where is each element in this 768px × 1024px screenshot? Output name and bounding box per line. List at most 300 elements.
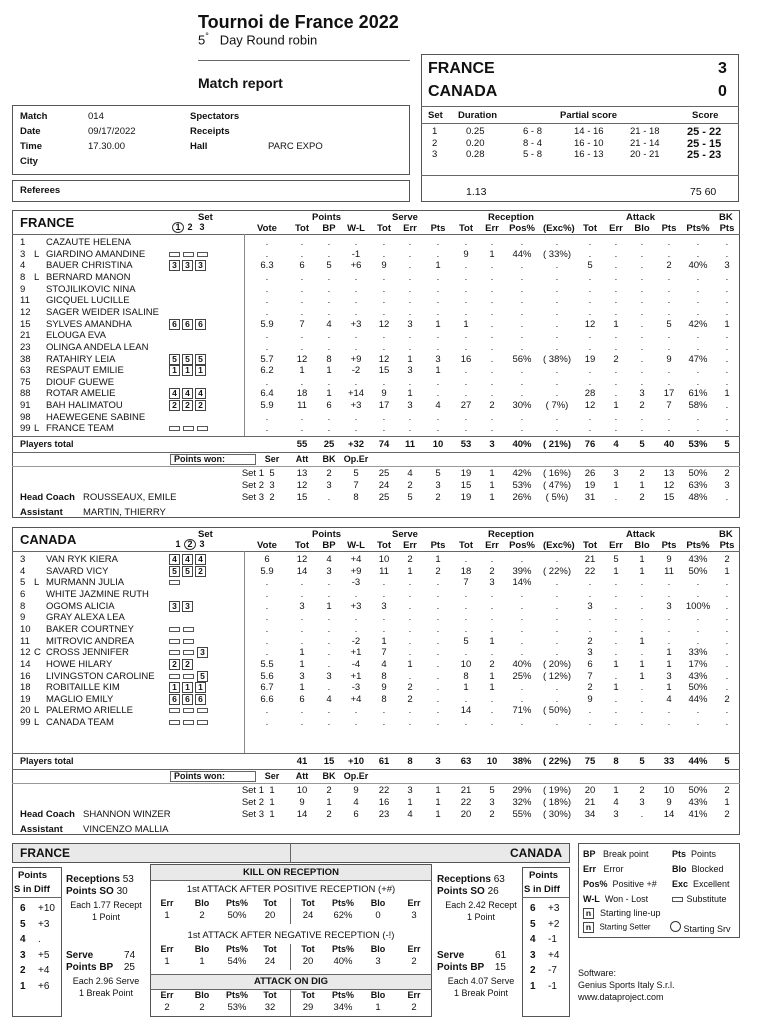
right-points-bp-label: Points BP 15 bbox=[437, 962, 506, 973]
cell-ablo: 3 bbox=[639, 388, 645, 400]
cell-bk: . bbox=[725, 647, 729, 659]
cell-bp: 6 bbox=[326, 400, 332, 412]
page-subtitle bbox=[198, 31, 317, 47]
player-number: 99 bbox=[20, 717, 31, 729]
cell-serr: . bbox=[408, 306, 412, 318]
cell-rerr: . bbox=[490, 306, 494, 318]
set-row-ser: 3 bbox=[269, 479, 275, 491]
total-stot: 61 bbox=[378, 756, 390, 767]
cell-aerr: 1 bbox=[613, 682, 619, 694]
subheader-tot: Tot bbox=[294, 223, 310, 234]
starting-position: 1 bbox=[195, 365, 206, 376]
cell-atot: . bbox=[588, 237, 592, 248]
set-row-bk2: 2 bbox=[724, 785, 730, 796]
cell-atot: . bbox=[588, 423, 592, 435]
cell-appct: . bbox=[696, 577, 700, 589]
total-bp: 25 bbox=[323, 439, 335, 450]
set-row-rpos: 55% bbox=[512, 808, 532, 820]
cell-tot: . bbox=[300, 411, 304, 423]
cell-ablo: . bbox=[640, 248, 644, 260]
player-row bbox=[12, 601, 740, 612]
cell-spts: . bbox=[436, 577, 440, 589]
cell-rpos: . bbox=[520, 306, 524, 318]
left-recept-note2: 1 Point bbox=[91, 912, 121, 922]
k-value: 3 bbox=[375, 956, 381, 967]
partial-3: 21 - 18 bbox=[630, 126, 660, 137]
player-sets bbox=[169, 694, 208, 705]
set-row-rpos: 26% bbox=[512, 491, 532, 503]
k-value: 3 bbox=[411, 910, 417, 921]
cell-apts: . bbox=[667, 411, 671, 423]
cell-serr: 3 bbox=[407, 400, 413, 412]
cell-apts: 17 bbox=[663, 388, 675, 400]
col-score: Score bbox=[692, 110, 719, 121]
cell-appct: . bbox=[696, 283, 700, 295]
player-row bbox=[12, 284, 740, 295]
k-value: 24 bbox=[264, 956, 276, 967]
total-atot: 76 bbox=[584, 439, 596, 450]
set-row-label: Set 2 bbox=[241, 796, 264, 808]
subheader-aerr: Err bbox=[609, 223, 623, 234]
total-rtot: 63 bbox=[460, 756, 472, 767]
cell-bk: . bbox=[725, 577, 729, 589]
k-value: 24 bbox=[302, 910, 314, 921]
player-row bbox=[12, 307, 740, 318]
player-number: 10 bbox=[20, 623, 31, 635]
cell-rtot: 10 bbox=[460, 658, 472, 670]
cell-wl: . bbox=[354, 295, 358, 307]
player-number: 4 bbox=[20, 565, 26, 577]
set-row-appct: 50% bbox=[688, 785, 708, 796]
set-row-ser: 1 bbox=[269, 796, 275, 808]
player-row bbox=[12, 237, 740, 248]
cell-atot: . bbox=[588, 330, 592, 342]
cell-bp: 3 bbox=[326, 670, 332, 682]
kill-title: KILL ON RECEPTION bbox=[151, 865, 431, 880]
left-receptions-label: Receptions 53 bbox=[66, 874, 134, 885]
cell-ablo: . bbox=[640, 693, 644, 705]
left-points-so-label: Points SO 30 bbox=[66, 886, 128, 897]
k-col-header: Blo bbox=[194, 898, 210, 908]
k-value: 62% bbox=[333, 910, 353, 921]
cell-rpos: . bbox=[520, 330, 524, 342]
result-team2: CANADA bbox=[428, 83, 498, 100]
cell-tot: 18 bbox=[296, 388, 308, 400]
cell-serr: . bbox=[408, 647, 412, 659]
cell-apts: 3 bbox=[666, 670, 672, 682]
cell-ablo: . bbox=[640, 577, 644, 589]
cell-ablo: 1 bbox=[639, 635, 645, 647]
rotation-number: 2 bbox=[20, 965, 26, 976]
cell-wl: . bbox=[354, 411, 358, 423]
player-row bbox=[12, 272, 740, 283]
set-row-bk2: . bbox=[725, 491, 729, 503]
total-rerr: 10 bbox=[486, 756, 498, 767]
legend-setter: n Starting Setter bbox=[583, 922, 651, 933]
player-number: 91 bbox=[20, 400, 31, 412]
cell-stot: . bbox=[382, 623, 386, 635]
pw-header-ser: Ser bbox=[264, 771, 280, 781]
starting-position: 4 bbox=[182, 388, 193, 399]
subheader-spts: Pts bbox=[430, 223, 446, 234]
cell-stot: . bbox=[382, 295, 386, 307]
cell-bk: . bbox=[725, 341, 729, 353]
cell-vote: . bbox=[265, 330, 269, 342]
cell-rpos: 71% bbox=[512, 705, 532, 717]
cell-tot: . bbox=[300, 306, 304, 318]
starting-position: 2 bbox=[169, 659, 180, 670]
subheader-bp: BP bbox=[322, 540, 336, 551]
cell-vote: . bbox=[265, 237, 269, 248]
cell-wl: -3 bbox=[351, 577, 361, 589]
total-bk: 5 bbox=[724, 439, 730, 450]
cell-bp: 4 bbox=[326, 693, 332, 705]
total-ablo: 5 bbox=[639, 756, 645, 767]
neg-title: 1st ATTACK AFTER NEGATIVE RECEPTION (-!) bbox=[187, 930, 395, 941]
substitute-icon bbox=[672, 897, 683, 902]
cell-bk: . bbox=[725, 365, 729, 377]
set-row-serr: 5 bbox=[407, 491, 413, 503]
subheader-rerr: Err bbox=[485, 223, 499, 234]
cell-aerr: 2 bbox=[613, 353, 619, 365]
cell-vote: 5.9 bbox=[260, 318, 274, 330]
spectators-label: Spectators bbox=[190, 111, 240, 122]
set-row-ser: 5 bbox=[269, 468, 275, 479]
cell-bp: . bbox=[327, 588, 331, 600]
cell-bp: . bbox=[327, 306, 331, 318]
set-row-ablo: 2 bbox=[639, 468, 645, 479]
cell-spts: 1 bbox=[435, 365, 441, 377]
cell-apts: 5 bbox=[666, 318, 672, 330]
cell-rexc: . bbox=[555, 388, 559, 400]
set-row-rpos: 32% bbox=[512, 796, 532, 808]
set-row-ser: 2 bbox=[269, 491, 275, 503]
cell-atot: . bbox=[588, 612, 592, 624]
set-row-op: 9 bbox=[353, 785, 359, 796]
right-recept-note1: Each 2.42 Recept bbox=[445, 900, 517, 910]
set-row-spts: 1 bbox=[435, 785, 441, 796]
set-row-rexc: ( 47%) bbox=[543, 479, 571, 491]
cell-apts: 7 bbox=[666, 400, 672, 412]
cell-ablo: . bbox=[640, 353, 644, 365]
cell-tot: 3 bbox=[299, 600, 305, 612]
set-row-rtot: 19 bbox=[460, 468, 472, 479]
right-serve-note1: Each 4.07 Serve bbox=[447, 976, 515, 986]
cell-rexc: . bbox=[555, 647, 559, 659]
player-sets bbox=[169, 260, 208, 271]
legend-pts: Pts Points bbox=[672, 849, 717, 859]
starting-position: 1 bbox=[182, 365, 193, 376]
rotation-diff: +3 bbox=[548, 903, 560, 914]
k-value: 53% bbox=[227, 1002, 247, 1013]
subheader-tot: Tot bbox=[294, 540, 310, 551]
set-duration: 0.25 bbox=[466, 126, 485, 137]
cell-bp: . bbox=[327, 271, 331, 283]
player-sets bbox=[169, 577, 183, 588]
cell-serr: . bbox=[408, 237, 412, 248]
cell-bp: . bbox=[327, 658, 331, 670]
set-row-ser: 1 bbox=[269, 785, 275, 796]
cell-bp: 3 bbox=[326, 565, 332, 577]
cell-apts: . bbox=[667, 423, 671, 435]
cell-bk: . bbox=[725, 635, 729, 647]
cell-bp: . bbox=[327, 705, 331, 717]
set-score: 25 - 22 bbox=[687, 126, 722, 138]
empty-set-mark-icon bbox=[169, 650, 180, 655]
cell-wl: . bbox=[354, 341, 358, 353]
subheader-appct: Pts% bbox=[686, 540, 710, 551]
starting-position: 3 bbox=[182, 260, 193, 271]
cell-rexc: . bbox=[555, 635, 559, 647]
cell-atot: 2 bbox=[587, 682, 593, 694]
day-number: 5 bbox=[198, 32, 206, 48]
subheader-rexc: (Exc%) bbox=[543, 223, 575, 234]
cell-rtot: . bbox=[464, 271, 468, 283]
player-sets bbox=[169, 682, 208, 693]
player-row bbox=[12, 624, 740, 635]
cell-rerr: . bbox=[490, 612, 494, 624]
cell-bp: . bbox=[327, 423, 331, 435]
cell-aerr: . bbox=[614, 623, 618, 635]
cell-bk: . bbox=[725, 717, 729, 729]
cell-bk: . bbox=[725, 353, 729, 365]
cell-spts: . bbox=[436, 283, 440, 295]
rotation-number: 5 bbox=[20, 918, 26, 930]
cell-bp: 1 bbox=[326, 365, 332, 377]
set-row-stot: 23 bbox=[378, 808, 390, 820]
cell-serr: . bbox=[408, 330, 412, 342]
set-row-spts: 2 bbox=[435, 491, 441, 503]
player-number: 6 bbox=[20, 588, 26, 600]
player-row bbox=[12, 412, 740, 423]
total-ablo: 5 bbox=[639, 439, 645, 450]
cell-atot: . bbox=[588, 376, 592, 388]
subheader-rpos: Pos% bbox=[509, 540, 535, 551]
cell-atot: . bbox=[588, 295, 592, 307]
set-number: 2 bbox=[432, 137, 438, 149]
cell-serr: . bbox=[408, 341, 412, 353]
cell-rtot: . bbox=[464, 283, 468, 295]
k-value: 2 bbox=[199, 910, 205, 921]
starting-position: 1 bbox=[182, 682, 193, 693]
cell-appct: 17% bbox=[688, 658, 708, 670]
col-bk-header: BK bbox=[719, 529, 733, 540]
legend-blo: Blo Blocked bbox=[672, 864, 724, 874]
player-number: 98 bbox=[20, 411, 31, 423]
cell-rexc: . bbox=[555, 682, 559, 694]
subheader-bk: Pts bbox=[719, 540, 735, 551]
empty-set-mark-icon bbox=[169, 708, 180, 713]
empty-set-mark-icon bbox=[183, 708, 194, 713]
player-number: 23 bbox=[20, 341, 31, 353]
cell-vote: . bbox=[265, 612, 269, 624]
rotation-diff: +10 bbox=[38, 903, 55, 914]
cell-rerr: 1 bbox=[489, 682, 495, 694]
cell-rerr: . bbox=[490, 693, 494, 705]
col-serve-header: Serve bbox=[392, 529, 418, 540]
cell-bk: . bbox=[725, 670, 729, 682]
head-coach-name: SHANNON WINZER bbox=[83, 809, 171, 820]
pos-title: 1st ATTACK AFTER POSITIVE RECEPTION (+#) bbox=[186, 884, 396, 895]
date-value: 09/17/2022 bbox=[88, 126, 136, 137]
cell-ablo: . bbox=[640, 647, 644, 659]
rotation-number: 3 bbox=[530, 949, 536, 961]
bottom-team2: CANADA bbox=[510, 846, 562, 860]
set-row-rerr: 1 bbox=[489, 468, 495, 479]
cell-vote: . bbox=[265, 411, 269, 423]
cell-atot: 28 bbox=[584, 388, 596, 400]
cell-bk: . bbox=[725, 612, 729, 624]
subheader-serr: Err bbox=[403, 223, 417, 234]
player-name: GIARDINO AMANDINE bbox=[46, 248, 146, 260]
set-row-bk: 1 bbox=[326, 796, 332, 808]
cell-rerr: . bbox=[490, 623, 494, 635]
cell-ablo: . bbox=[640, 365, 644, 377]
set-row-stot: 16 bbox=[378, 796, 390, 808]
cell-vote: 6 bbox=[264, 554, 270, 565]
lineup-box-icon: n bbox=[583, 908, 594, 919]
cell-rexc: . bbox=[555, 554, 559, 565]
cell-ablo: . bbox=[640, 612, 644, 624]
cell-ablo: . bbox=[640, 411, 644, 423]
total-aerr: 8 bbox=[613, 756, 619, 767]
head-coach-name: ROUSSEAUX, EMILE bbox=[83, 492, 177, 503]
cell-rpos: . bbox=[520, 341, 524, 353]
cell-appct: . bbox=[696, 365, 700, 377]
cell-rerr: . bbox=[490, 365, 494, 377]
players-total-label: Players total bbox=[20, 439, 74, 449]
subheader-vote: Vote bbox=[257, 540, 277, 551]
cell-aerr: . bbox=[614, 588, 618, 600]
cell-stot: . bbox=[382, 423, 386, 435]
partial-2: 16 - 13 bbox=[574, 149, 604, 160]
right-recept-note2: 1 Point bbox=[466, 912, 496, 922]
player-sets bbox=[169, 400, 208, 411]
cell-serr: 1 bbox=[407, 565, 413, 577]
left-points-bp-label: Points BP 25 bbox=[66, 962, 135, 973]
cell-serr: . bbox=[408, 588, 412, 600]
rotation-diff: +5 bbox=[38, 949, 50, 961]
cell-aerr: . bbox=[614, 248, 618, 260]
cell-atot: . bbox=[588, 411, 592, 423]
cell-vote: 5.5 bbox=[260, 658, 274, 670]
cell-tot: 11 bbox=[297, 400, 307, 412]
total-spts: 3 bbox=[435, 756, 441, 767]
cell-appct: 43% bbox=[688, 554, 708, 565]
cell-stot: . bbox=[382, 283, 386, 295]
cell-tot: . bbox=[300, 577, 304, 589]
cell-bp: . bbox=[327, 623, 331, 635]
player-sets bbox=[169, 354, 208, 365]
set-row-rtot: 22 bbox=[460, 796, 472, 808]
cell-vote: 6.4 bbox=[260, 388, 274, 400]
cell-bk: 2 bbox=[724, 693, 730, 705]
cell-bk: . bbox=[725, 306, 729, 318]
cell-spts: . bbox=[436, 682, 440, 694]
cell-rpos: . bbox=[520, 271, 524, 283]
cell-atot: . bbox=[588, 588, 592, 600]
starting-position: 6 bbox=[182, 319, 193, 330]
result-team2-sets: 0 bbox=[718, 83, 727, 100]
cell-vote: . bbox=[265, 600, 269, 612]
cell-vote: 5.9 bbox=[260, 565, 274, 577]
cell-aerr: . bbox=[614, 670, 618, 682]
set-row-aerr: 4 bbox=[613, 796, 619, 808]
rotation-diff: -1 bbox=[548, 934, 557, 945]
k-value: 34% bbox=[333, 1002, 353, 1013]
cell-rexc: ( 33%) bbox=[543, 248, 571, 260]
total-appct: 53% bbox=[688, 439, 708, 450]
cell-tot: . bbox=[300, 623, 304, 635]
cell-rpos: . bbox=[520, 237, 524, 248]
subtitle-text: Day Round robin bbox=[219, 32, 318, 48]
cell-tot: 12 bbox=[296, 353, 308, 365]
set-row-bk: 3 bbox=[326, 479, 332, 491]
player-name: BAKER COURTNEY bbox=[46, 623, 134, 635]
cell-wl: +4 bbox=[350, 554, 362, 565]
player-row bbox=[12, 365, 740, 376]
subheader-wl: W-L bbox=[347, 223, 365, 234]
cell-rtot: 18 bbox=[460, 565, 472, 577]
k-value: 32 bbox=[264, 1002, 276, 1013]
player-row bbox=[12, 705, 740, 716]
cell-bk: . bbox=[725, 248, 729, 260]
player-name: ROBITAILLE KIM bbox=[46, 682, 120, 694]
cell-aerr: . bbox=[614, 693, 618, 705]
cell-atot: . bbox=[588, 341, 592, 353]
cell-rtot: . bbox=[464, 600, 468, 612]
cell-spts: . bbox=[436, 647, 440, 659]
cell-aerr: . bbox=[614, 423, 618, 435]
cell-appct: . bbox=[696, 623, 700, 635]
cell-wl: . bbox=[354, 330, 358, 342]
cell-apts: . bbox=[667, 295, 671, 307]
cell-rtot: 9 bbox=[463, 248, 469, 260]
player-number: 20 bbox=[20, 705, 31, 717]
assistant-name: VINCENZO MALLIA bbox=[83, 824, 169, 835]
set-row-aerr: 3 bbox=[613, 468, 619, 479]
cell-wl: +9 bbox=[350, 353, 362, 365]
rotation-diff: +6 bbox=[38, 980, 50, 992]
cell-wl: . bbox=[354, 423, 358, 435]
cell-bk: . bbox=[725, 623, 729, 635]
player-role: L bbox=[34, 577, 40, 589]
subheader-aerr: Err bbox=[609, 540, 623, 551]
cell-rpos: . bbox=[520, 600, 524, 612]
cell-rtot: . bbox=[464, 260, 468, 272]
cell-atot: . bbox=[588, 623, 592, 635]
cell-ablo: 1 bbox=[639, 554, 645, 565]
total-wl: +10 bbox=[347, 756, 365, 767]
cell-aerr: . bbox=[614, 388, 618, 400]
cell-appct: . bbox=[696, 237, 700, 248]
col-set-header: Set bbox=[198, 529, 213, 540]
set-row-stot: 22 bbox=[378, 785, 390, 796]
k-value: 40% bbox=[333, 956, 353, 967]
player-row bbox=[12, 295, 740, 306]
k-value: 1 bbox=[164, 910, 170, 921]
cell-vote: . bbox=[265, 376, 269, 388]
player-row bbox=[12, 636, 740, 647]
cell-aerr: . bbox=[614, 306, 618, 318]
set-row-aerr: 1 bbox=[613, 785, 619, 796]
empty-set-mark-icon bbox=[169, 426, 180, 431]
set-row-rtot: 20 bbox=[460, 808, 472, 820]
subheader-ablo: Blo bbox=[634, 540, 650, 551]
player-row bbox=[12, 260, 740, 271]
cell-rpos: . bbox=[520, 388, 524, 400]
set-row-stot: 24 bbox=[378, 479, 390, 491]
